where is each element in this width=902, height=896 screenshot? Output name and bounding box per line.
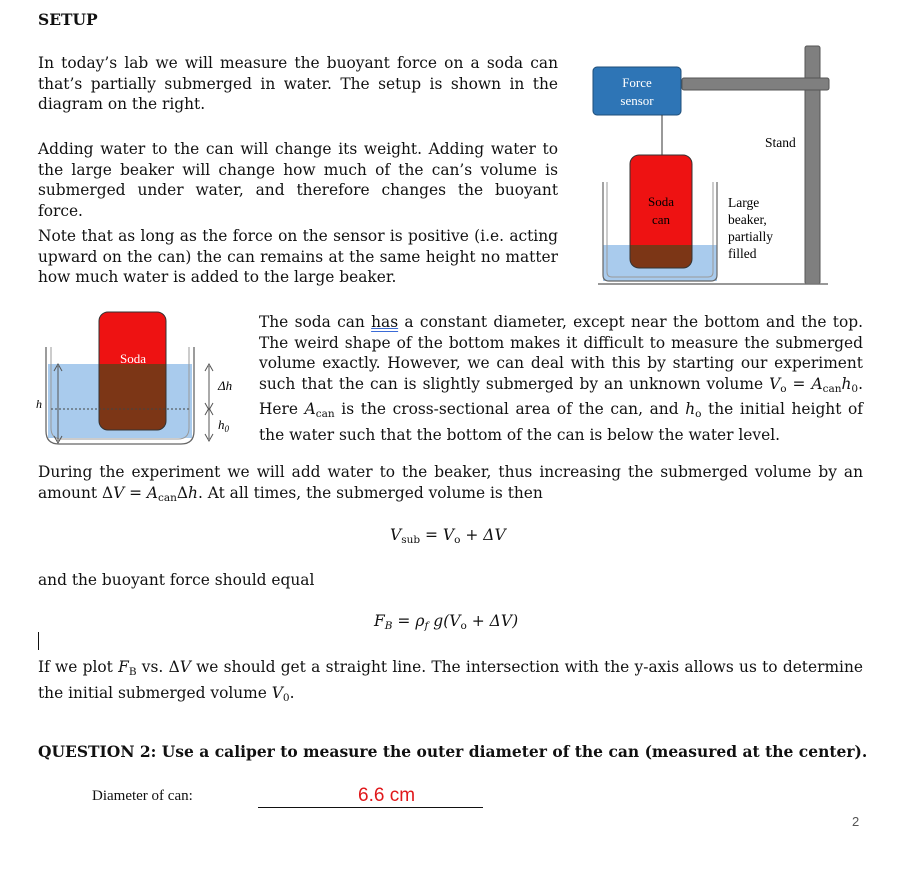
buoyant-force-intro: and the buoyant force should equal: [38, 571, 315, 589]
equation-submerged-volume: $V_{sub} = V_o + \Delta V$: [390, 526, 506, 546]
can-label-line1: Soda: [648, 194, 674, 209]
beaker-label-line3: partially: [728, 229, 773, 244]
can-label-line2: can: [651, 212, 671, 227]
diameter-label: Diameter of can:: [92, 788, 193, 804]
beaker-label-line1: Large: [728, 195, 760, 210]
submersion-diagram: [32, 305, 252, 450]
delta-h-label: Δh: [218, 378, 233, 393]
stand-label: Stand: [765, 135, 796, 150]
force-paragraph: Note that as long as the force on the sensor is positive (i.e. acting upward on the can) the can remains at the same height no matter how much water is added to the large beaker.: [38, 227, 558, 287]
setup-diagram: [590, 40, 840, 290]
beaker-label-line4: filled: [728, 246, 757, 261]
intro-paragraph: In today’s lab we will measure the buoyant force on a soda can that’s partially submerged in water. The setup is shown in the diagram on the right.: [38, 54, 558, 114]
force-sensor-label-line1: Force: [622, 75, 652, 90]
soda-can-submerged: [630, 245, 692, 268]
equation-buoyant-force: FB = ρf $g(V_o + \Delta V)$: [374, 612, 519, 632]
question-2: QUESTION 2: Use a caliper to measure the outer diameter of the can (measured at the center).: [38, 742, 868, 761]
diameter-answer-blank[interactable]: [258, 807, 483, 808]
small-can-label: Soda: [120, 351, 146, 366]
diameter-answer[interactable]: 6.6 cm: [358, 785, 416, 806]
page-number: 2: [852, 814, 860, 829]
h-label: h: [36, 397, 42, 411]
experiment-paragraph: During the experiment we will add water to the beaker, thus increasing the submerged volume by an amount $\Delta V = A_{can}\Delta h$. At all times, the submerged volume is then: [38, 463, 863, 504]
h0-label: $h_0$: [218, 417, 229, 434]
can-shape-paragraph: The soda can has a constant diameter, except near the bottom and the top. The weird shape of the bottom makes it difficult to measure the submerged volume exactly. However, we can deal with this by starting our experiment such that the can is slightly submerged by an unknown volume $V_o = A_{can}h_0$. Here $A_{can}$ is the cross-sectional area of the can, and $h_o$ the initial height of the water such that the bottom of the can is below the water level.: [259, 313, 863, 444]
small-can-submerged: [99, 364, 166, 430]
plot-paragraph: If we plot FB vs. ΔV we should get a straight line. The intersection with the y-axis allows us to determine the initial submerged volume $V_0$.: [38, 658, 863, 704]
section-heading: SETUP: [38, 10, 98, 29]
text-cursor: [38, 632, 39, 650]
stand-arm: [682, 78, 829, 90]
weight-paragraph: Adding water to the can will change its weight. Adding water to the large beaker will change how much of the can’s volume is submerged under water, and therefore changes the buoyant force.: [38, 140, 558, 220]
force-sensor-label-line2: sensor: [620, 93, 654, 108]
beaker-label-line2: beaker,: [728, 212, 767, 227]
